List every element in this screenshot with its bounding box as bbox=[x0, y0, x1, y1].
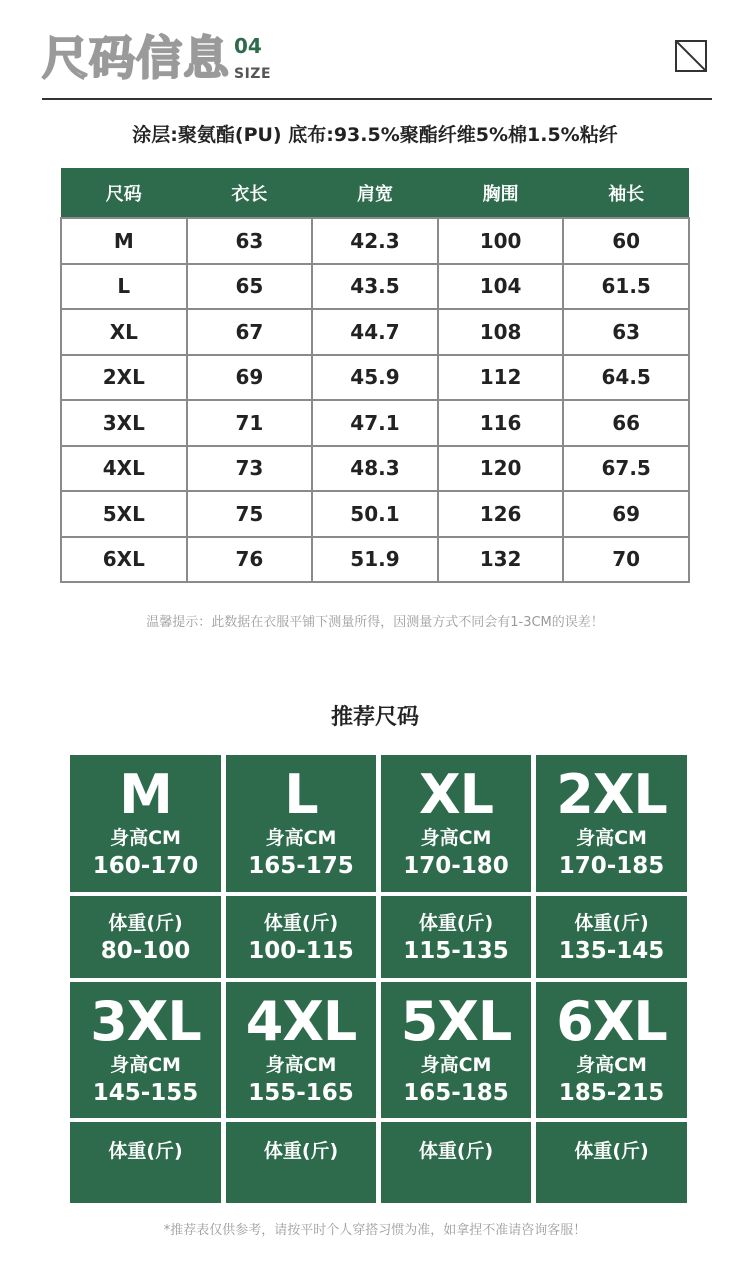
size-card-5xl bbox=[381, 982, 531, 1118]
size-label: 3XL bbox=[90, 990, 201, 1053]
height-label: 身高CM bbox=[110, 827, 181, 849]
height-label: 身高CM bbox=[265, 1054, 337, 1076]
header-cell: 肩宽 bbox=[312, 168, 438, 218]
height-range: 170-185 bbox=[558, 853, 665, 879]
table-cell: 44.7 bbox=[312, 309, 438, 355]
table-cell: 5XL bbox=[61, 491, 187, 537]
height-label: 身高CM bbox=[110, 1054, 181, 1076]
weight-label: 体重(斤) bbox=[108, 1140, 183, 1162]
weight-label: 体重(斤) bbox=[418, 912, 494, 934]
weight-label: 体重(斤) bbox=[418, 1140, 494, 1162]
table-cell: 112 bbox=[438, 355, 564, 401]
measurement-note: 温馨提示：此数据在衣服平铺下测量所得，因测量方式不同会有1-3CM的误差！ bbox=[146, 615, 604, 630]
table-cell: 69 bbox=[563, 491, 689, 537]
table-row bbox=[61, 537, 689, 583]
weight-card-4xl bbox=[226, 1122, 376, 1203]
weight-label: 体重(斤) bbox=[574, 912, 649, 934]
table-cell: 65 bbox=[187, 264, 313, 310]
recommend-grid bbox=[70, 755, 687, 1203]
header-cell: 袖长 bbox=[563, 168, 689, 218]
table-cell: 116 bbox=[438, 400, 564, 446]
table-cell: 132 bbox=[438, 537, 564, 583]
weight-label: 体重(斤) bbox=[574, 1140, 649, 1162]
table-cell: 70 bbox=[563, 537, 689, 583]
table-cell: 100 bbox=[438, 218, 564, 264]
weight-card-l bbox=[226, 896, 376, 978]
table-row bbox=[61, 264, 689, 310]
size-label: 2XL bbox=[556, 763, 667, 826]
size-table bbox=[60, 168, 690, 583]
recommend-title: 推荐尺码 bbox=[330, 705, 419, 730]
table-cell: L bbox=[61, 264, 187, 310]
table-cell: 48.3 bbox=[312, 446, 438, 492]
slash-box-icon bbox=[675, 40, 707, 72]
table-cell: 63 bbox=[187, 218, 313, 264]
height-range: 185-215 bbox=[558, 1080, 665, 1106]
weight-label: 体重(斤) bbox=[263, 1140, 339, 1162]
table-cell: 69 bbox=[187, 355, 313, 401]
height-label: 身高CM bbox=[576, 827, 647, 849]
height-label: 身高CM bbox=[576, 1054, 647, 1076]
table-row bbox=[61, 218, 689, 264]
weight-card-3xl bbox=[70, 1122, 221, 1203]
table-cell: 61.5 bbox=[563, 264, 689, 310]
table-cell: 45.9 bbox=[312, 355, 438, 401]
table-cell: 64.5 bbox=[563, 355, 689, 401]
table-cell: 51.9 bbox=[312, 537, 438, 583]
height-label: 身高CM bbox=[420, 1054, 492, 1076]
size-label: 4XL bbox=[245, 990, 357, 1053]
size-label: M bbox=[119, 763, 172, 826]
table-cell: 50.1 bbox=[312, 491, 438, 537]
page-title: 尺码信息 bbox=[42, 31, 230, 85]
size-card-4xl bbox=[226, 982, 376, 1118]
header-cell: 尺码 bbox=[61, 168, 187, 218]
table-cell: 2XL bbox=[61, 355, 187, 401]
table-cell: 3XL bbox=[61, 400, 187, 446]
height-range: 145-155 bbox=[92, 1080, 199, 1106]
size-table-header bbox=[61, 168, 689, 218]
material-info: 涂层:聚氨酯(PU) 底布:93.5%聚酯纤维5%棉1.5%粘纤 bbox=[132, 124, 618, 146]
size-label: 5XL bbox=[400, 990, 512, 1053]
table-cell: M bbox=[61, 218, 187, 264]
weight-card-5xl bbox=[381, 1122, 531, 1203]
header-divider bbox=[42, 98, 712, 100]
table-cell: 120 bbox=[438, 446, 564, 492]
table-row bbox=[61, 309, 689, 355]
table-cell: 67.5 bbox=[563, 446, 689, 492]
weight-card-xl bbox=[381, 896, 531, 978]
header-cell: 衣长 bbox=[187, 168, 313, 218]
table-cell: 108 bbox=[438, 309, 564, 355]
height-range: 160-170 bbox=[92, 853, 199, 879]
size-card-2xl bbox=[536, 755, 687, 892]
weight-range: 100-115 bbox=[248, 938, 354, 964]
table-cell: 75 bbox=[187, 491, 313, 537]
size-card-xl bbox=[381, 755, 531, 892]
table-cell: 67 bbox=[187, 309, 313, 355]
header-cell: 胸围 bbox=[438, 168, 564, 218]
size-card-l bbox=[226, 755, 376, 892]
table-cell: 42.3 bbox=[312, 218, 438, 264]
table-row bbox=[61, 400, 689, 446]
size-card-6xl bbox=[536, 982, 687, 1118]
height-range: 165-175 bbox=[248, 853, 354, 879]
weight-card-6xl bbox=[536, 1122, 687, 1203]
size-card-3xl bbox=[70, 982, 221, 1118]
table-cell: XL bbox=[61, 309, 187, 355]
height-range: 170-180 bbox=[403, 853, 509, 879]
weight-range: 115-135 bbox=[403, 938, 509, 964]
size-label: XL bbox=[418, 763, 494, 826]
table-row bbox=[61, 355, 689, 401]
weight-card-m bbox=[70, 896, 221, 978]
table-cell: 63 bbox=[563, 309, 689, 355]
table-cell: 66 bbox=[563, 400, 689, 446]
weight-card-2xl bbox=[536, 896, 687, 978]
weight-range: 135-145 bbox=[558, 938, 665, 964]
table-cell: 126 bbox=[438, 491, 564, 537]
table-cell: 73 bbox=[187, 446, 313, 492]
height-label: 身高CM bbox=[265, 827, 337, 849]
weight-label: 体重(斤) bbox=[108, 912, 183, 934]
table-cell: 71 bbox=[187, 400, 313, 446]
weight-label: 体重(斤) bbox=[263, 912, 339, 934]
size-card-m bbox=[70, 755, 221, 892]
table-cell: 4XL bbox=[61, 446, 187, 492]
weight-range: 80-100 bbox=[100, 938, 191, 964]
table-cell: 76 bbox=[187, 537, 313, 583]
table-row bbox=[61, 491, 689, 537]
table-cell: 104 bbox=[438, 264, 564, 310]
size-label: 6XL bbox=[556, 990, 667, 1053]
recommend-note: *推荐表仅供参考，请按平时个人穿搭习惯为准，如拿捏不准请咨询客服！ bbox=[163, 1223, 587, 1238]
table-cell: 6XL bbox=[61, 537, 187, 583]
size-label: L bbox=[284, 763, 318, 826]
table-cell: 60 bbox=[563, 218, 689, 264]
height-range: 155-165 bbox=[248, 1080, 354, 1106]
table-row bbox=[61, 446, 689, 492]
height-range: 165-185 bbox=[403, 1080, 509, 1106]
section-subtitle: SIZE bbox=[234, 66, 272, 82]
table-cell: 43.5 bbox=[312, 264, 438, 310]
table-cell: 47.1 bbox=[312, 400, 438, 446]
section-number: 04 bbox=[234, 34, 262, 58]
height-label: 身高CM bbox=[420, 827, 492, 849]
